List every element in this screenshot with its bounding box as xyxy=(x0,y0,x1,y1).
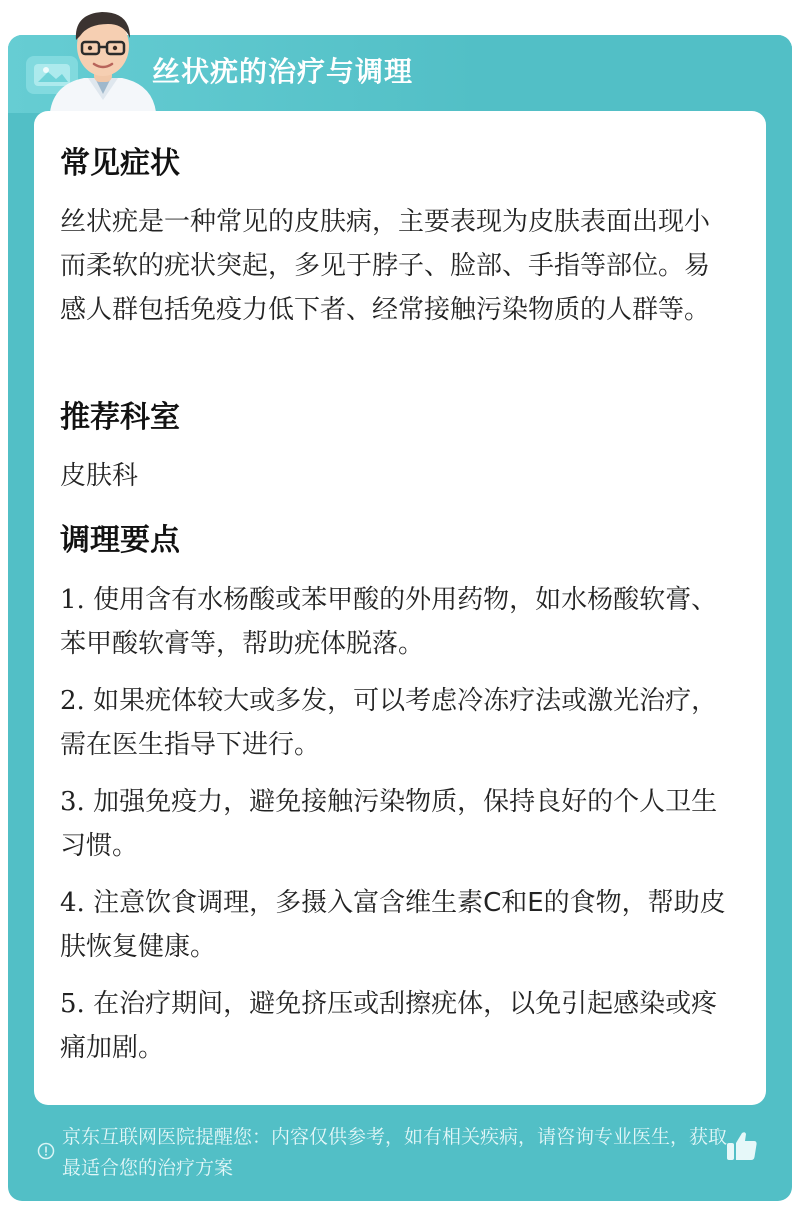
care-item-text: 加强免疫力，避免接触污染物质，保持良好的个人卫生习惯。 xyxy=(60,787,718,861)
care-item-number: 4. xyxy=(60,888,85,918)
symptoms-text: 丝状疣是一种常见的皮肤病，主要表现为皮肤表面出现小而柔软的疣状突起，多见于脖子、脸部、手指等部位。易感人群包括免疫力低下者、经常接触污染物质的人群等。 xyxy=(60,207,711,325)
doctor-avatar xyxy=(44,4,162,112)
care-item-text: 使用含有水杨酸或苯甲酸的外用药物，如水杨酸软膏、苯甲酸软膏等，帮助疣体脱落。 xyxy=(60,585,718,659)
care-item-number: 1. xyxy=(60,585,85,615)
care-item xyxy=(60,881,732,969)
care-item-number: 3. xyxy=(60,787,85,817)
care-item-number: 2. xyxy=(60,686,85,716)
care-item-text: 在治疗期间，避免挤压或刮擦疣体，以免引起感染或疼痛加剧。 xyxy=(60,989,718,1063)
footer-notice: 京东互联网医院提醒您：内容仅供参考，如有相关疾病，请咨询专业医生，获取最适合您的治疗方案 xyxy=(62,1126,728,1179)
page-title: 丝状疣的治疗与调理 xyxy=(152,55,414,88)
care-item xyxy=(60,982,732,1070)
thumbs-up-icon[interactable] xyxy=(724,1128,760,1164)
care-item-number: 5. xyxy=(60,989,85,1019)
section-title-care: 调理要点 xyxy=(60,523,180,558)
care-item xyxy=(60,780,732,868)
care-item xyxy=(60,679,732,767)
section-title-department: 推荐科室 xyxy=(60,400,180,435)
department-text: 皮肤科 xyxy=(60,461,139,491)
care-item xyxy=(60,578,732,666)
care-item-text: 如果疣体较大或多发，可以考虑冷冻疗法或激光治疗，需在医生指导下进行。 xyxy=(60,686,718,760)
info-icon xyxy=(37,1142,55,1160)
section-title-symptoms: 常见症状 xyxy=(60,146,180,181)
care-item-text: 注意饮食调理，多摄入富含维生素C和E的食物，帮助皮肤恢复健康。 xyxy=(60,888,726,962)
